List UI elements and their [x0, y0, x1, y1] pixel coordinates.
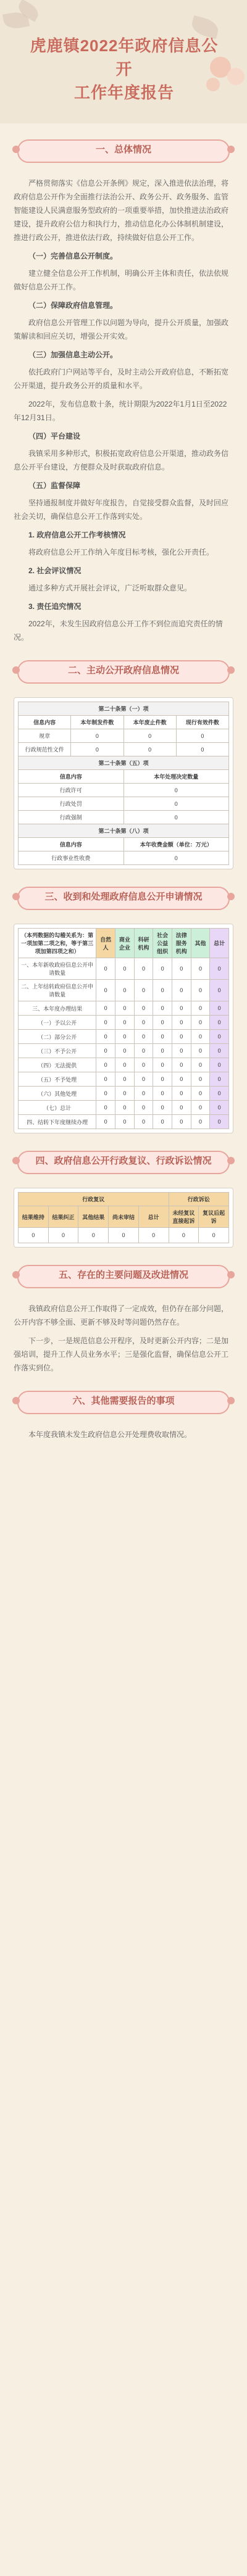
- table-cell: 0: [153, 1058, 172, 1072]
- table-cell: 0: [210, 1030, 229, 1044]
- section-heading-dot: [227, 146, 235, 153]
- table-cell: 0: [191, 1001, 210, 1016]
- overview-subheading-4: （四）平台建设: [28, 432, 81, 441]
- table-header-cell: 社会公益组织: [153, 929, 172, 958]
- table-header-cell: 本年收费金额（单位：万元）: [124, 838, 229, 851]
- table-cell: （七）总计: [19, 1101, 96, 1115]
- content: [0, 133, 247, 1471]
- table-row: [19, 811, 229, 824]
- table-cell: 0: [210, 1072, 229, 1087]
- table-cell: 0: [115, 1087, 135, 1101]
- table-row: [19, 743, 229, 756]
- section-heading-dot: [227, 1157, 235, 1164]
- table-cell: 0: [71, 729, 124, 743]
- flower-decoration: [227, 68, 245, 85]
- table-cell: 0: [153, 1115, 172, 1129]
- table-cell: （五）不予处理: [19, 1072, 96, 1087]
- overview-paragraph-2: 政府信息公开管理工作以问题为导向，提升公开质量，加强政策解读和回应关切，增强公开实效。: [14, 318, 229, 341]
- overview-paragraph-8: 通过多种方式开展社会评议，广泛听取群众意见。: [28, 584, 192, 592]
- table-group-heading: 第二十条第（八）项: [19, 824, 229, 838]
- section-heading-dot: [12, 666, 20, 674]
- table-row: [19, 1058, 229, 1072]
- table-row: [19, 1115, 229, 1129]
- table-group-row: [19, 756, 229, 770]
- overview-item-3: 3. 责任追究情况: [28, 602, 82, 611]
- table-header-cell: 行政复议: [19, 1193, 169, 1206]
- table-cell: 0: [134, 1030, 153, 1044]
- section-heading-4: [14, 1145, 233, 1178]
- table-row: [19, 1001, 229, 1016]
- overview-paragraph-1: 建立健全信息公开工作机制，明确公开主体和责任，依法依规做好信息公开工作。: [14, 269, 229, 291]
- table-row: [19, 1087, 229, 1101]
- table-cell: （二）部分公开: [19, 1030, 96, 1044]
- table-header-cell: 本年制发件数: [71, 716, 124, 729]
- table-header-row: [19, 770, 229, 784]
- section-heading-dot: [227, 1397, 235, 1404]
- table-cell: 0: [172, 1101, 191, 1115]
- table-group-heading: 第二十条第（五）项: [19, 756, 229, 770]
- table-row: [19, 729, 229, 743]
- table-cell: 0: [172, 1044, 191, 1058]
- table-cell: 0: [96, 1016, 115, 1030]
- table-cell: 0: [134, 958, 153, 980]
- table-group-row: [19, 702, 229, 716]
- table-header-cell: 科研机构: [134, 929, 153, 958]
- overview-intro: 严格贯彻落实《信息公开条例》规定，深入推进依法治理，将政府信息公开作为全面推行法治公开、政务公开、政务服务、监管智能建设人民满意服务型政府的一项重要举措，加快推进法治政府建设，提升政府公信力和执行力，推动信息化办公体制机制建设，推进行政公开，推进依法行政，持续做好信息公开工作。: [14, 179, 229, 242]
- section-heading-label: 二、主动公开政府信息情况: [67, 665, 179, 676]
- table-group-heading: 第二十条第（一）项: [19, 702, 229, 716]
- table-row: [19, 1101, 229, 1115]
- table-cell: 0: [115, 1001, 135, 1016]
- issues-paragraph-1: 我镇政府信息公开工作取得了一定成效，但仍存在部分问题，公开内容不够全面、更新不够及时等问题仍然存在。: [14, 1304, 229, 1327]
- issues-paragraph-2: 下一步，一是规范信息公开程序，及时更新公开内容；二是加强培训，提升工作人员业务水平；三是强化监督，确保信息公开工作落实到位。: [14, 1336, 229, 1372]
- table-cell: 0: [134, 1115, 153, 1129]
- table-applications: [14, 924, 233, 1133]
- table-row: [19, 1044, 229, 1058]
- table-cell: 0: [115, 1016, 135, 1030]
- table-cell: 0: [115, 1058, 135, 1072]
- table-cell: 0: [191, 1044, 210, 1058]
- table-row: [19, 1228, 229, 1243]
- section-heading-1: [14, 133, 233, 167]
- table-cell: 0: [172, 1087, 191, 1101]
- table-cell: 0: [124, 811, 229, 824]
- table-cell: 行政事业性收费: [19, 851, 124, 865]
- section-heading-6: [14, 1385, 233, 1418]
- table-row: [19, 797, 229, 811]
- table-header-cell: 结果维持: [19, 1206, 49, 1228]
- section-heading-dot: [12, 146, 20, 153]
- table-cell: 0: [134, 1058, 153, 1072]
- table-cell: 行政许可: [19, 784, 124, 797]
- table-cell: （一）予以公开: [19, 1016, 96, 1030]
- table-cell: 0: [210, 1101, 229, 1115]
- section-heading-5: [14, 1259, 233, 1292]
- table-cell: 0: [124, 784, 229, 797]
- table-row: [19, 1016, 229, 1030]
- table-header-cell: 自然人: [96, 929, 115, 958]
- table-cell: 0: [134, 1001, 153, 1016]
- table-row: [19, 784, 229, 797]
- table-header-row: [19, 1193, 229, 1206]
- table-cell: （三）不予公开: [19, 1044, 96, 1058]
- table-header-cell: 现行有效件数: [176, 716, 228, 729]
- table-cell: 0: [172, 1016, 191, 1030]
- table-cell: 0: [172, 1115, 191, 1129]
- table-header-cell: 法律服务机构: [172, 929, 191, 958]
- table-cell: 0: [138, 1228, 169, 1243]
- table-cell: 0: [96, 1072, 115, 1087]
- table-cell: 0: [96, 980, 115, 1001]
- overview-paragraph-6: 坚持通报制度并做好年度报告，自觉接受群众监督，及时回应社会关切，确保信息公开工作落到实处。: [14, 499, 229, 521]
- table-cell: 行政规范性文件: [19, 743, 71, 756]
- overview-item-1: 1. 政府信息公开工作考核情况: [28, 531, 126, 539]
- table-cell: 0: [191, 1101, 210, 1115]
- table-cell: 0: [124, 851, 229, 865]
- table-cell: 0: [115, 1101, 135, 1115]
- table-cell: 0: [96, 958, 115, 980]
- section-heading-dot: [12, 1397, 20, 1404]
- table-group-row: [19, 824, 229, 838]
- table-cell: 0: [96, 1044, 115, 1058]
- table-header-cell: 本年废止件数: [124, 716, 176, 729]
- table-cell: 0: [172, 1058, 191, 1072]
- overview-item-2: 2. 社会评议情况: [28, 566, 82, 575]
- table-cell: 0: [96, 1058, 115, 1072]
- table-cell: 0: [115, 1072, 135, 1087]
- table-row: [19, 980, 229, 1001]
- table-row: [19, 958, 229, 980]
- section-heading-dot: [227, 1271, 235, 1278]
- table-cell: 0: [191, 1072, 210, 1087]
- table-header-cell: 本年处理决定数量: [124, 770, 229, 784]
- table-header-cell: 信息内容: [19, 770, 124, 784]
- table-cell: 0: [153, 980, 172, 1001]
- table-row: [19, 1072, 229, 1087]
- table-cell: 0: [115, 980, 135, 1001]
- table-cell: 0: [124, 729, 176, 743]
- section-heading-dot: [12, 1157, 20, 1164]
- section-heading-3: [14, 880, 233, 914]
- section-heading-dot: [12, 1271, 20, 1278]
- table-cell: 0: [153, 1030, 172, 1044]
- table-header-row: [19, 716, 229, 729]
- table-cell: 0: [153, 1016, 172, 1030]
- table-cell: 二、上年结转政府信息公开申请数量: [19, 980, 96, 1001]
- table-cell: 0: [199, 1228, 229, 1243]
- table-cell: 0: [172, 958, 191, 980]
- table-cell: 0: [176, 729, 228, 743]
- table-cell: 一、本年新收政府信息公开申请数量: [19, 958, 96, 980]
- table-cell: 0: [210, 1001, 229, 1016]
- table-cell: 0: [134, 1072, 153, 1087]
- section-heading-label: 一、总体情况: [95, 144, 151, 155]
- table-cell: 行政强制: [19, 811, 124, 824]
- table-cell: 0: [48, 1228, 78, 1243]
- table-header-cell: 信息内容: [19, 716, 71, 729]
- table-cell: 0: [191, 958, 210, 980]
- table-cell: 0: [71, 743, 124, 756]
- table-cell: 0: [153, 1101, 172, 1115]
- overview-subheading-1: （一）完善信息公开制度。: [28, 252, 118, 260]
- table-cell: 0: [210, 1016, 229, 1030]
- section-heading-dot: [12, 893, 20, 900]
- overview-paragraph-7: 将政府信息公开工作纳入年度目标考核，强化公开责任。: [28, 548, 214, 557]
- table-cell: 0: [153, 1044, 172, 1058]
- table-cell: 0: [96, 1115, 115, 1129]
- table-header-cell: 其他: [191, 929, 210, 958]
- section-heading-label: 五、存在的主要问题及改进情况: [58, 1270, 188, 1280]
- table-cell: 0: [19, 1228, 49, 1243]
- section-heading-2: [14, 654, 233, 687]
- table-cell: 0: [153, 1001, 172, 1016]
- table-cell: 0: [96, 1030, 115, 1044]
- overview-paragraph-5: 我镇采用多种形式，积极拓宽政府信息公开渠道，推动政务信息公开平台建设，方便群众及时获取政府信息。: [14, 449, 229, 471]
- table-cell: 0: [134, 1101, 153, 1115]
- table-header-cell: 信息内容: [19, 838, 124, 851]
- table-header-cell: 行政诉讼: [169, 1193, 228, 1206]
- table-cell: 0: [191, 1087, 210, 1101]
- other-paragraph-1: 本年度我镇未发生政府信息公开处理费收取情况。: [28, 1430, 192, 1439]
- table-row: [19, 1030, 229, 1044]
- table-row: [19, 851, 229, 865]
- overview-subheading-5: （五）监督保障: [28, 481, 81, 490]
- table-cell: 0: [191, 980, 210, 1001]
- table-cell: 0: [124, 797, 229, 811]
- table-cell: 0: [172, 1030, 191, 1044]
- table-cell: 0: [191, 1030, 210, 1044]
- table-cell: 0: [210, 1044, 229, 1058]
- table-header-cell: 复议后起诉: [199, 1206, 229, 1228]
- table-cell: 0: [115, 1115, 135, 1129]
- table-header-cell: 总计: [138, 1206, 169, 1228]
- table-header-row: [19, 838, 229, 851]
- table-cell: （六）其他处理: [19, 1087, 96, 1101]
- section-heading-dot: [227, 893, 235, 900]
- table-cell: 行政处罚: [19, 797, 124, 811]
- table-cell: 规章: [19, 729, 71, 743]
- table-header-cell: 尚未审结: [109, 1206, 139, 1228]
- table-header-row: [19, 929, 229, 958]
- table-cell: 0: [115, 958, 135, 980]
- table-cell: 0: [153, 958, 172, 980]
- table-cell: 0: [78, 1228, 109, 1243]
- table-cell: （四）无法提供: [19, 1058, 96, 1072]
- page-title: [22, 34, 226, 104]
- table-cell: 0: [172, 1072, 191, 1087]
- table-cell: 0: [210, 1115, 229, 1129]
- table-cell: 0: [153, 1072, 172, 1087]
- table-cell: 0: [96, 1001, 115, 1016]
- section-heading-dot: [227, 666, 235, 674]
- footer-space: [14, 1446, 233, 1471]
- overview-subheading-2: （二）保障政府信息管理。: [28, 301, 118, 310]
- table-cell: 0: [134, 980, 153, 1001]
- table-cell: 0: [96, 1087, 115, 1101]
- table-cell: 0: [172, 1001, 191, 1016]
- table-header-cell: （本列数据的勾稽关系为：第一项加第二项之和，等于第三项加第四项之和）: [19, 929, 96, 958]
- table-cell: 0: [172, 980, 191, 1001]
- overview-paragraph-3: 依托政府门户网站等平台，及时主动公开政府信息，不断拓宽公开渠道，提升政务公开的质量和水平。: [14, 368, 229, 390]
- table-header-cell: 总计: [210, 929, 229, 958]
- table-review-litigation: [14, 1188, 233, 1248]
- table-cell: 0: [115, 1030, 135, 1044]
- table-header-row: [19, 1206, 229, 1228]
- table-proactive-disclosure: [14, 697, 233, 869]
- table-cell: 四、结转下年度继续办理: [19, 1115, 96, 1129]
- overview-paragraph-9: 2022年，未发生因政府信息公开工作不到位而追究责任的情况。: [14, 619, 223, 642]
- table-cell: 0: [96, 1101, 115, 1115]
- section-heading-label: 三、收到和处理政府信息公开申请情况: [44, 892, 203, 902]
- table-header-cell: 商业企业: [115, 929, 135, 958]
- table-cell: 0: [134, 1016, 153, 1030]
- table-cell: 0: [210, 1058, 229, 1072]
- table-cell: 0: [134, 1087, 153, 1101]
- table-cell: 0: [191, 1115, 210, 1129]
- table-cell: 0: [153, 1087, 172, 1101]
- table-cell: 0: [210, 1087, 229, 1101]
- page-title-line-1: 虎鹿镇2022年政府信息公开: [30, 36, 219, 78]
- table-cell: 0: [134, 1044, 153, 1058]
- section-heading-label: 六、其他需要报告的事项: [72, 1396, 175, 1406]
- table-cell: 0: [115, 1044, 135, 1058]
- table-cell: 0: [210, 958, 229, 980]
- table-header-cell: 其他结果: [78, 1206, 109, 1228]
- table-proactive-grid: [18, 702, 229, 865]
- table-review-grid: [18, 1192, 229, 1243]
- table-cell: 三、本年度办理结果: [19, 1001, 96, 1016]
- table-cell: 0: [169, 1228, 199, 1243]
- overview-subheading-3: （三）加强信息主动公开。: [28, 350, 118, 359]
- table-cell: 0: [176, 743, 228, 756]
- table-cell: 0: [124, 743, 176, 756]
- table-header-cell: 未经复议直接起诉: [169, 1206, 199, 1228]
- page-title-line-2: 工作年度报告: [73, 83, 174, 102]
- section-heading-label: 四、政府信息公开行政复议、行政诉讼情况: [35, 1156, 212, 1166]
- overview-paragraph-4: 2022年，发布信息数十条，统计期限为2022年1月1日至2022年12月31日。: [14, 400, 227, 422]
- table-cell: 0: [210, 980, 229, 1001]
- table-applications-grid: [18, 928, 229, 1129]
- table-cell: 0: [191, 1016, 210, 1030]
- hero-banner: [0, 0, 247, 123]
- table-cell: 0: [191, 1058, 210, 1072]
- table-header-cell: 结果纠正: [48, 1206, 78, 1228]
- table-cell: 0: [109, 1228, 139, 1243]
